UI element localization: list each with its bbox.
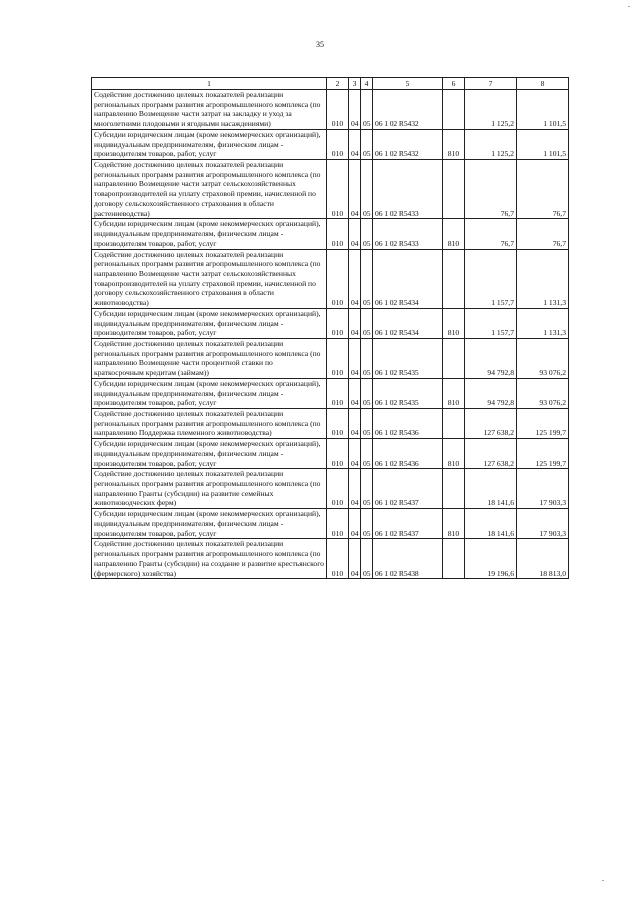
amount-year-2: 18 813,0 — [517, 539, 569, 579]
subsection-code: 05 — [361, 409, 373, 439]
expense-type-code — [443, 160, 465, 219]
table-row — [92, 129, 569, 159]
target-article-code: 06 1 02 R5436 — [373, 439, 443, 469]
target-article-code: 06 1 02 R5437 — [373, 469, 443, 509]
table-body — [92, 90, 569, 579]
target-article-code: 06 1 02 R5436 — [373, 409, 443, 439]
expense-type-code — [443, 469, 465, 509]
section-code: 04 — [349, 338, 361, 378]
table-row — [92, 160, 569, 219]
scan-bottom-mark: . — [602, 874, 604, 883]
section-code: 04 — [349, 378, 361, 408]
ministry-code: 010 — [327, 249, 349, 308]
amount-year-2: 93 076,2 — [517, 378, 569, 408]
amount-year-2: 76,7 — [517, 219, 569, 249]
table-row — [92, 308, 569, 338]
ministry-code: 010 — [327, 439, 349, 469]
row-description: Содействие достижению целевых показателей реализации региональных программ развития агропромышленного комплекса (по направлению Поддержка племенного животноводства) — [92, 409, 327, 439]
target-article-code: 06 1 02 R5433 — [373, 219, 443, 249]
expense-type-code — [443, 249, 465, 308]
header-cell: 8 — [517, 78, 569, 90]
table-row — [92, 469, 569, 509]
subsection-code: 05 — [361, 90, 373, 130]
table-row — [92, 539, 569, 579]
section-code: 04 — [349, 539, 361, 579]
ministry-code: 010 — [327, 539, 349, 579]
amount-year-1: 94 792,8 — [465, 338, 517, 378]
table-header-row — [92, 78, 569, 90]
amount-year-2: 1 101,5 — [517, 129, 569, 159]
header-cell: 5 — [373, 78, 443, 90]
target-article-code: 06 1 02 R5433 — [373, 160, 443, 219]
amount-year-1: 18 141,6 — [465, 509, 517, 539]
table-row — [92, 219, 569, 249]
target-article-code: 06 1 02 R5432 — [373, 90, 443, 130]
subsection-code: 05 — [361, 308, 373, 338]
amount-year-2: 1 101,5 — [517, 90, 569, 130]
header-cell: 1 — [92, 78, 327, 90]
subsection-code: 05 — [361, 378, 373, 408]
expense-type-code: 810 — [443, 308, 465, 338]
row-description: Субсидии юридическим лицам (кроме некоммерческих организаций), индивидуальным предпринимателям, физическим лицам - производителям товаров, работ, услуг — [92, 219, 327, 249]
amount-year-1: 76,7 — [465, 160, 517, 219]
amount-year-2: 125 199,7 — [517, 409, 569, 439]
amount-year-1: 19 196,6 — [465, 539, 517, 579]
scan-corner-mark: . — [628, 0, 630, 9]
header-cell: 7 — [465, 78, 517, 90]
table-row — [92, 338, 569, 378]
expense-type-code: 810 — [443, 129, 465, 159]
amount-year-2: 1 131,3 — [517, 308, 569, 338]
amount-year-1: 127 638,2 — [465, 439, 517, 469]
ministry-code: 010 — [327, 219, 349, 249]
expense-type-code — [443, 409, 465, 439]
row-description: Субсидии юридическим лицам (кроме некоммерческих организаций), индивидуальным предпринимателям, физическим лицам - производителям товаров, работ, услуг — [92, 439, 327, 469]
target-article-code: 06 1 02 R5437 — [373, 509, 443, 539]
header-cell: 4 — [361, 78, 373, 90]
target-article-code: 06 1 02 R5435 — [373, 338, 443, 378]
header-cell: 3 — [349, 78, 361, 90]
row-description: Содействие достижению целевых показателей реализации региональных программ развития агропромышленного комплекса (по направлению Возмещение части затрат сельскохозяйственных товаропроизводителей на уплату страховой премии, начисленной по договору сельскохозяйственного страхования в области растениеводства) — [92, 160, 327, 219]
row-description: Содействие достижению целевых показателей реализации региональных программ развития агропромышленного комплекса (по направлению Возмещение части процентной ставки по краткосрочным кредитам (займам)) — [92, 338, 327, 378]
amount-year-2: 93 076,2 — [517, 338, 569, 378]
row-description: Субсидии юридическим лицам (кроме некоммерческих организаций), индивидуальным предпринимателям, физическим лицам - производителям товаров, работ, услуг — [92, 378, 327, 408]
table-row — [92, 509, 569, 539]
row-description: Субсидии юридическим лицам (кроме некоммерческих организаций), индивидуальным предпринимателям, физическим лицам - производителям товаров, работ, услуг — [92, 509, 327, 539]
row-description: Содействие достижению целевых показателей реализации региональных программ развития агропромышленного комплекса (по направлению Возмещение части затрат сельскохозяйственных товаропроизводителей на уплату страховой премии, начисленной по договору сельскохозяйственного страхования в области животноводства) — [92, 249, 327, 308]
table-row — [92, 378, 569, 408]
section-code: 04 — [349, 409, 361, 439]
header-cell: 6 — [443, 78, 465, 90]
amount-year-2: 1 131,3 — [517, 249, 569, 308]
amount-year-2: 76,7 — [517, 160, 569, 219]
row-description: Содействие достижению целевых показателей реализации региональных программ развития агропромышленного комплекса (по направлению Гранты (субсидии) на развитие семейных животноводческих ферм) — [92, 469, 327, 509]
target-article-code: 06 1 02 R5438 — [373, 539, 443, 579]
subsection-code: 05 — [361, 539, 373, 579]
ministry-code: 010 — [327, 160, 349, 219]
table-row — [92, 409, 569, 439]
expense-type-code: 810 — [443, 219, 465, 249]
subsection-code: 05 — [361, 249, 373, 308]
budget-table — [91, 77, 569, 579]
table-row — [92, 249, 569, 308]
target-article-code: 06 1 02 R5432 — [373, 129, 443, 159]
table-row — [92, 90, 569, 130]
page-number: 35 — [316, 40, 324, 49]
amount-year-1: 1 157,7 — [465, 249, 517, 308]
ministry-code: 010 — [327, 509, 349, 539]
section-code: 04 — [349, 90, 361, 130]
target-article-code: 06 1 02 R5434 — [373, 249, 443, 308]
row-description: Содействие достижению целевых показателей реализации региональных программ развития агропромышленного комплекса (по направлению Гранты (субсидии) на создание и развитие крестьянского (фермерского) хозяйства) — [92, 539, 327, 579]
ministry-code: 010 — [327, 378, 349, 408]
section-code: 04 — [349, 308, 361, 338]
subsection-code: 05 — [361, 338, 373, 378]
row-description: Содействие достижению целевых показателей реализации региональных программ развития агропромышленного комплекса (по направлению Возмещение части затрат на закладку и уход за многолетними плодовыми и ягодными насаждениями) — [92, 90, 327, 130]
subsection-code: 05 — [361, 129, 373, 159]
amount-year-1: 1 125,2 — [465, 90, 517, 130]
section-code: 04 — [349, 160, 361, 219]
subsection-code: 05 — [361, 469, 373, 509]
row-description: Субсидии юридическим лицам (кроме некоммерческих организаций), индивидуальным предпринимателям, физическим лицам - производителям товаров, работ, услуг — [92, 308, 327, 338]
ministry-code: 010 — [327, 338, 349, 378]
amount-year-1: 18 141,6 — [465, 469, 517, 509]
target-article-code: 06 1 02 R5434 — [373, 308, 443, 338]
amount-year-2: 17 903,3 — [517, 509, 569, 539]
ministry-code: 010 — [327, 308, 349, 338]
header-cell: 2 — [327, 78, 349, 90]
section-code: 04 — [349, 439, 361, 469]
expense-type-code — [443, 90, 465, 130]
expense-type-code — [443, 539, 465, 579]
section-code: 04 — [349, 249, 361, 308]
subsection-code: 05 — [361, 509, 373, 539]
expense-type-code: 810 — [443, 439, 465, 469]
amount-year-1: 1 125,2 — [465, 129, 517, 159]
section-code: 04 — [349, 219, 361, 249]
expense-type-code: 810 — [443, 378, 465, 408]
amount-year-1: 1 157,7 — [465, 308, 517, 338]
target-article-code: 06 1 02 R5435 — [373, 378, 443, 408]
ministry-code: 010 — [327, 469, 349, 509]
ministry-code: 010 — [327, 129, 349, 159]
row-description: Субсидии юридическим лицам (кроме некоммерческих организаций), индивидуальным предпринимателям, физическим лицам - производителям товаров, работ, услуг — [92, 129, 327, 159]
amount-year-2: 17 903,3 — [517, 469, 569, 509]
expense-type-code: 810 — [443, 509, 465, 539]
section-code: 04 — [349, 509, 361, 539]
amount-year-2: 125 199,7 — [517, 439, 569, 469]
section-code: 04 — [349, 129, 361, 159]
amount-year-1: 127 638,2 — [465, 409, 517, 439]
subsection-code: 05 — [361, 219, 373, 249]
amount-year-1: 76,7 — [465, 219, 517, 249]
ministry-code: 010 — [327, 409, 349, 439]
amount-year-1: 94 792,8 — [465, 378, 517, 408]
subsection-code: 05 — [361, 439, 373, 469]
ministry-code: 010 — [327, 90, 349, 130]
table-row — [92, 439, 569, 469]
subsection-code: 05 — [361, 160, 373, 219]
section-code: 04 — [349, 469, 361, 509]
expense-type-code — [443, 338, 465, 378]
